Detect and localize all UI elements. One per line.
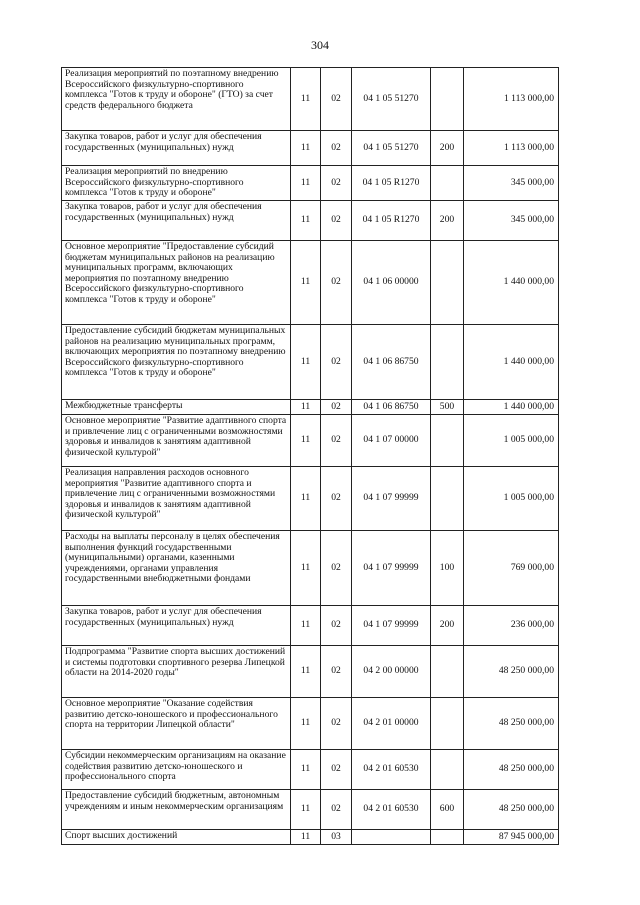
table-row <box>62 241 559 325</box>
expense-name: Реализация мероприятий по поэтапному внедрению Всероссийского физкультурно-спортивного комплекса "Готов к труду и обороне" (ГТО) за счет средств федерального бюджета <box>62 68 291 131</box>
subsection-code: 02 <box>321 750 352 790</box>
expense-type-code: 200 <box>431 606 464 646</box>
amount: 1 005 000,00 <box>464 415 559 467</box>
target-article-code: 04 1 05 51270 <box>352 68 431 131</box>
expense-name: Реализация направления расходов основного мероприятия "Развитие адаптивного спорта и привлечение лиц с ограниченными возможностями здоровья и инвалидов к занятиям адаптивной физической культурой" <box>62 467 291 531</box>
expense-type-code <box>431 166 464 201</box>
section-code: 11 <box>291 531 321 606</box>
amount: 1 113 000,00 <box>464 131 559 166</box>
target-article-code: 04 2 01 60530 <box>352 790 431 830</box>
amount: 48 250 000,00 <box>464 646 559 698</box>
target-article-code: 04 2 01 60530 <box>352 750 431 790</box>
table-row <box>62 415 559 467</box>
expense-name: Подпрограмма "Развитие спорта высших достижений и системы подготовки спортивного резерва Липецкой области на 2014-2020 годы" <box>62 646 291 698</box>
expense-name: Межбюджетные трансферты <box>62 400 291 415</box>
amount: 87 945 000,00 <box>464 830 559 845</box>
expense-type-code <box>431 830 464 845</box>
table-row <box>62 68 559 131</box>
amount: 769 000,00 <box>464 531 559 606</box>
amount: 345 000,00 <box>464 166 559 201</box>
page-number: 304 <box>311 38 329 52</box>
expense-type-code: 200 <box>431 131 464 166</box>
table-row <box>62 531 559 606</box>
expense-type-code <box>431 415 464 467</box>
budget-table <box>61 67 559 845</box>
subsection-code: 02 <box>321 400 352 415</box>
target-article-code: 04 1 05 R1270 <box>352 201 431 241</box>
section-code: 11 <box>291 415 321 467</box>
subsection-code: 02 <box>321 415 352 467</box>
amount: 236 000,00 <box>464 606 559 646</box>
subsection-code: 02 <box>321 325 352 400</box>
table-row <box>62 201 559 241</box>
expense-type-code <box>431 750 464 790</box>
amount: 1 440 000,00 <box>464 241 559 325</box>
subsection-code: 02 <box>321 131 352 166</box>
subsection-code: 02 <box>321 241 352 325</box>
section-code: 11 <box>291 646 321 698</box>
expense-type-code: 500 <box>431 400 464 415</box>
expense-type-code: 200 <box>431 201 464 241</box>
table-row <box>62 467 559 531</box>
amount: 48 250 000,00 <box>464 698 559 750</box>
expense-name: Реализация мероприятий по внедрению Всероссийского физкультурно-спортивного комплекса "Готов к труду и обороне" <box>62 166 291 201</box>
subsection-code: 02 <box>321 467 352 531</box>
subsection-code: 02 <box>321 531 352 606</box>
expense-type-code: 600 <box>431 790 464 830</box>
section-code: 11 <box>291 131 321 166</box>
subsection-code: 02 <box>321 606 352 646</box>
section-code: 11 <box>291 750 321 790</box>
amount: 1 440 000,00 <box>464 400 559 415</box>
expense-name: Основное мероприятие "Оказание содействия развитию детско-юношеского и профессионального спорта на территории Липецкой области" <box>62 698 291 750</box>
section-code: 11 <box>291 790 321 830</box>
expense-name: Закупка товаров, работ и услуг для обеспечения государственных (муниципальных) нужд <box>62 131 291 166</box>
expense-type-code <box>431 646 464 698</box>
amount: 1 113 000,00 <box>464 68 559 131</box>
subsection-code: 02 <box>321 68 352 131</box>
target-article-code: 04 2 01 00000 <box>352 698 431 750</box>
expense-name: Основное мероприятие "Предоставление субсидий бюджетам муниципальных районов на реализацию муниципальных программ, включающих мероприятия по поэтапному внедрению Всероссийского физкультурно-спортивного комплекса "Готов к труду и обороне" <box>62 241 291 325</box>
amount: 48 250 000,00 <box>464 750 559 790</box>
expense-name: Предоставление субсидий бюджетным, автономным учреждениям и иным некоммерческим организациям <box>62 790 291 830</box>
target-article-code <box>352 830 431 845</box>
section-code: 11 <box>291 166 321 201</box>
section-code: 11 <box>291 467 321 531</box>
target-article-code: 04 2 00 00000 <box>352 646 431 698</box>
expense-name: Закупка товаров, работ и услуг для обеспечения государственных (муниципальных) нужд <box>62 201 291 241</box>
section-code: 11 <box>291 68 321 131</box>
expense-name: Закупка товаров, работ и услуг для обеспечения государственных (муниципальных) нужд <box>62 606 291 646</box>
subsection-code: 02 <box>321 646 352 698</box>
table-row <box>62 830 559 845</box>
target-article-code: 04 1 06 86750 <box>352 400 431 415</box>
table-row <box>62 790 559 830</box>
target-article-code: 04 1 07 99999 <box>352 467 431 531</box>
table-row <box>62 400 559 415</box>
table-row <box>62 606 559 646</box>
expense-type-code <box>431 68 464 131</box>
expense-name: Предоставление субсидий бюджетам муниципальных районов на реализацию муниципальных программ, включающих мероприятия по поэтапному внедрению Всероссийского физкультурно-спортивного комплекса "Готов к труду и обороне" <box>62 325 291 400</box>
table-row <box>62 166 559 201</box>
section-code: 11 <box>291 241 321 325</box>
expense-name: Основное мероприятие "Развитие адаптивного спорта и привлечение лиц с ограниченными возможностями здоровья и инвалидов к занятиям адаптивной физической культурой" <box>62 415 291 467</box>
subsection-code: 02 <box>321 201 352 241</box>
subsection-code: 02 <box>321 790 352 830</box>
table-row <box>62 325 559 400</box>
table-row <box>62 131 559 166</box>
section-code: 11 <box>291 325 321 400</box>
expense-type-code <box>431 241 464 325</box>
amount: 48 250 000,00 <box>464 790 559 830</box>
expense-type-code: 100 <box>431 531 464 606</box>
expense-type-code <box>431 467 464 531</box>
expense-name: Расходы на выплаты персоналу в целях обеспечения выполнения функций государственными (муниципальными) органами, казенными учреждениями, органами управления государственными внебюджетными фондами <box>62 531 291 606</box>
section-code: 11 <box>291 201 321 241</box>
section-code: 11 <box>291 606 321 646</box>
subsection-code: 02 <box>321 166 352 201</box>
target-article-code: 04 1 05 R1270 <box>352 166 431 201</box>
expense-name: Субсидии некоммерческим организациям на оказание содействия развитию детско-юношеского и профессионального спорта <box>62 750 291 790</box>
target-article-code: 04 1 07 99999 <box>352 606 431 646</box>
table-row <box>62 750 559 790</box>
target-article-code: 04 1 07 00000 <box>352 415 431 467</box>
amount: 1 005 000,00 <box>464 467 559 531</box>
table-row <box>62 646 559 698</box>
target-article-code: 04 1 06 00000 <box>352 241 431 325</box>
target-article-code: 04 1 07 99999 <box>352 531 431 606</box>
subsection-code: 03 <box>321 830 352 845</box>
table-row <box>62 698 559 750</box>
target-article-code: 04 1 05 51270 <box>352 131 431 166</box>
expense-type-code <box>431 325 464 400</box>
subsection-code: 02 <box>321 698 352 750</box>
section-code: 11 <box>291 830 321 845</box>
target-article-code: 04 1 06 86750 <box>352 325 431 400</box>
section-code: 11 <box>291 400 321 415</box>
amount: 345 000,00 <box>464 201 559 241</box>
expense-name: Спорт высших достижений <box>62 830 291 845</box>
section-code: 11 <box>291 698 321 750</box>
amount: 1 440 000,00 <box>464 325 559 400</box>
expense-type-code <box>431 698 464 750</box>
